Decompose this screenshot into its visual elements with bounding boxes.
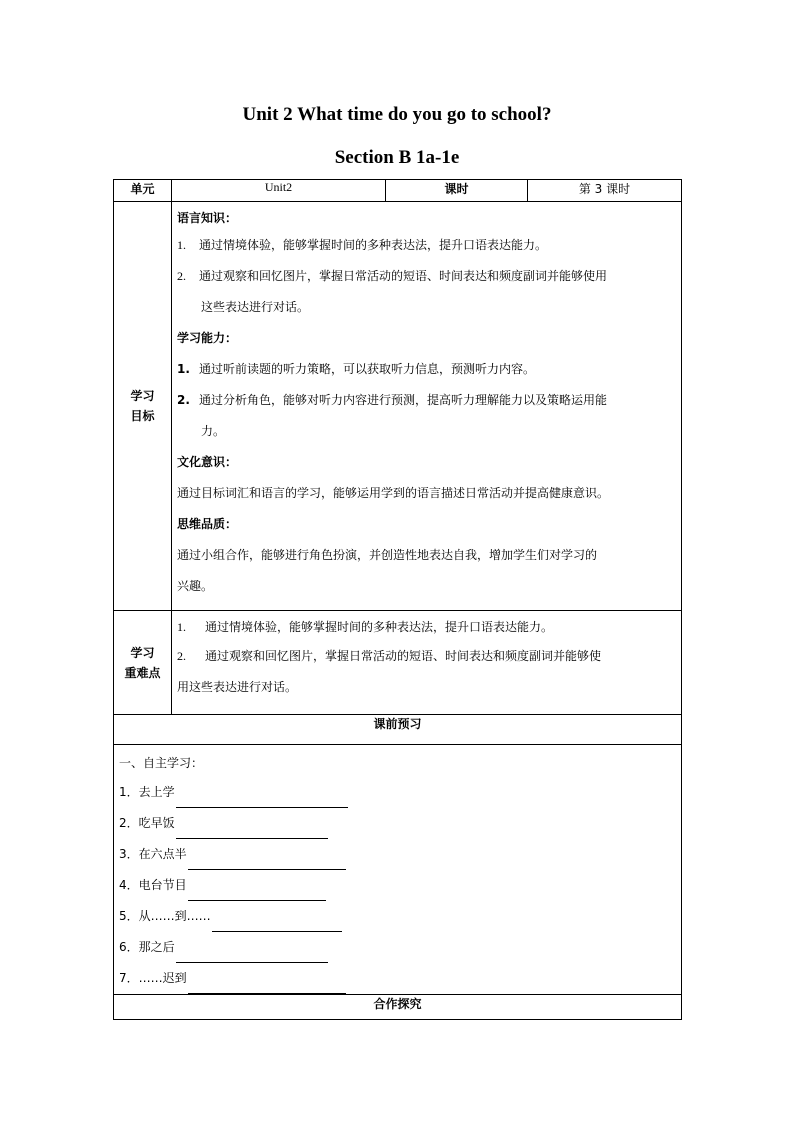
period-value: 第 3 课时	[528, 180, 682, 202]
ability-item-2-cont: 力。	[201, 424, 226, 438]
preview-header-row	[114, 715, 682, 745]
key-point-2-cont: 用这些表达进行对话。	[177, 680, 298, 694]
preview-item-7: 7．……迟到	[119, 963, 681, 994]
answer-blank[interactable]	[188, 852, 346, 870]
key-point-1: 1. 通过情境体验，能够掌握时间的多种表达法，提升口语表达能力。	[177, 620, 554, 634]
preview-item-3: 3．在六点半	[119, 839, 681, 870]
language-item-2-cont: 这些表达进行对话。	[201, 300, 310, 314]
cooperation-header-row	[114, 995, 682, 1020]
key-points-row	[114, 611, 682, 715]
preview-item-1: 1．去上学	[119, 777, 681, 808]
objectives-content	[172, 202, 682, 611]
answer-blank[interactable]	[176, 945, 328, 963]
thinking-text: 通过小组合作，能够进行角色扮演，并创造性地表达自我，增加学生们对学习的	[177, 548, 598, 562]
lesson-plan-table	[113, 179, 682, 1020]
ability-item-1: 1. 通过听前读题的听力策略，可以获取听力信息，预测听力内容。	[177, 362, 536, 376]
answer-blank[interactable]	[176, 821, 328, 839]
key-points-content	[172, 611, 682, 715]
answer-blank[interactable]	[188, 883, 326, 901]
preview-title: 课前预习	[114, 715, 682, 745]
key-point-2: 2. 通过观察和回忆图片，掌握日常活动的短语、时间表达和频度副词并能够使	[177, 649, 602, 663]
culture-text: 通过目标词汇和语言的学习，能够运用学到的语言描述日常活动并提高健康意识。	[177, 486, 610, 500]
period-label: 课时	[386, 180, 528, 202]
language-item-2: 2. 通过观察和回忆图片，掌握日常活动的短语、时间表达和频度副词并能够使用	[177, 269, 608, 283]
objectives-label: 学习 目标	[114, 202, 172, 611]
unit-label: 单元	[114, 180, 172, 202]
preview-intro: 一、自主学习：	[119, 756, 204, 770]
language-knowledge-title: 语言知识：	[177, 211, 238, 225]
culture-awareness-title: 文化意识：	[177, 455, 238, 469]
preview-item-4: 4．电台节目	[119, 870, 681, 901]
ability-item-2: 2. 通过分析角色，能够对听力内容进行预测，提高听力理解能力以及策略运用能	[177, 393, 608, 407]
preview-item-2: 2．吃早饭	[119, 808, 681, 839]
objectives-row	[114, 202, 682, 611]
document-title: Unit 2 What time do you go to school?	[242, 104, 552, 125]
answer-blank[interactable]	[176, 790, 348, 808]
answer-blank[interactable]	[188, 976, 346, 994]
thinking-text-cont: 兴趣。	[177, 579, 214, 593]
document-subtitle: Section B 1a-1e	[334, 147, 460, 168]
preview-content	[114, 745, 682, 995]
learning-ability-title: 学习能力：	[177, 331, 238, 345]
header-row	[114, 180, 682, 202]
preview-item-6: 6．那之后	[119, 932, 681, 963]
language-item-1: 1. 通过情境体验，能够掌握时间的多种表达法，提升口语表达能力。	[177, 238, 548, 252]
unit-value: Unit2	[172, 180, 386, 202]
preview-row	[114, 745, 682, 995]
thinking-quality-title: 思维品质：	[177, 517, 238, 531]
cooperation-title: 合作探究	[114, 995, 682, 1020]
answer-blank[interactable]	[212, 914, 342, 932]
key-points-label: 学习 重难点	[114, 611, 172, 715]
preview-item-5: 5．从……到……	[119, 901, 681, 932]
